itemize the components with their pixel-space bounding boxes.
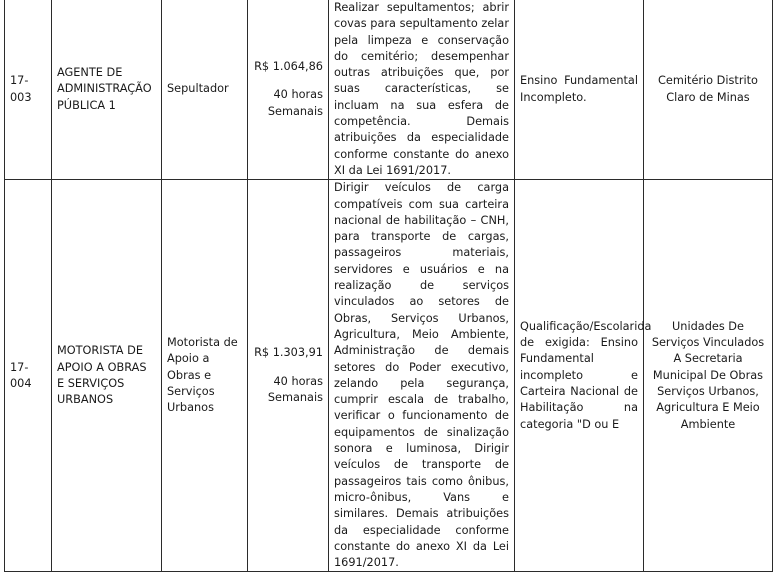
salary-cell [248,180,329,572]
salary-cell [248,0,329,180]
work-location: Cemitério Distrito Claro de Minas [644,0,773,180]
job-function: Sepultador [162,0,248,180]
duties-text: Dirigir veículos de carga compatíveis com sua carteira nacional de habilitação – CNH, para transporte de cargas, passageiros materiais, servidores e usuários e na realização de serviços vinculados ao setores de Obras, Serviços Urbanos, Agricultura, Meio Ambiente, Administração de demais setores do Poder executivo, zelando pela segurança, cumprir escala de trabalho, verificar o funcionamento de equipamentos de sinalização sonora e luminosa, Dirigir veículos de transporte de passageiros tais como ônibus, micro-ônibus, Vans e similares. Demais atribuições da especialidade conforme constante do anexo XI da Lei 1691/2017. [334,181,509,570]
vacancies-table [4,0,773,572]
education-requirement: Ensino Fundamental Incompleto. [515,0,644,180]
job-code: 17-004 [5,180,52,572]
education-requirement: Qualificação/Escolarida de exigida: Ensino Fundamental incompleto e Carteira Nacional de Habilitação na categoria "D ou E [515,180,644,572]
duties-text: Realizar sepultamentos; abrir covas para sepultamento zelar pela limpeza e conservação do cemitério; desempenhar outras atribuições que, por suas características, se incluam na sua esfera de competência. Demais atribuições da especialidade conforme constante do anexo XI da Lei 1691/2017. [334,1,509,177]
table-row [5,180,773,572]
salary-value: R$ 1.303,91 [254,346,323,360]
workload: 40 horas Semanais [267,88,323,118]
job-title: AGENTE DE ADMINISTRAÇÃO PÚBLICA 1 [52,0,162,180]
job-title: MOTORISTA DE APOIO A OBRAS E SERVIÇOS URBANOS [52,180,162,572]
salary-value: R$ 1.064,86 [254,60,323,74]
table-row [5,0,773,180]
duties [329,0,515,180]
job-function: Motorista de Apoio a Obras e Serviços Urbanos [162,180,248,572]
workload: 40 horas Semanais [267,374,323,404]
work-location: Unidades De Serviços Vinculados A Secretaria Municipal De Obras Serviços Urbanos, Agricultura E Meio Ambiente [644,180,773,572]
duties [329,180,515,572]
job-code: 17-003 [5,0,52,180]
